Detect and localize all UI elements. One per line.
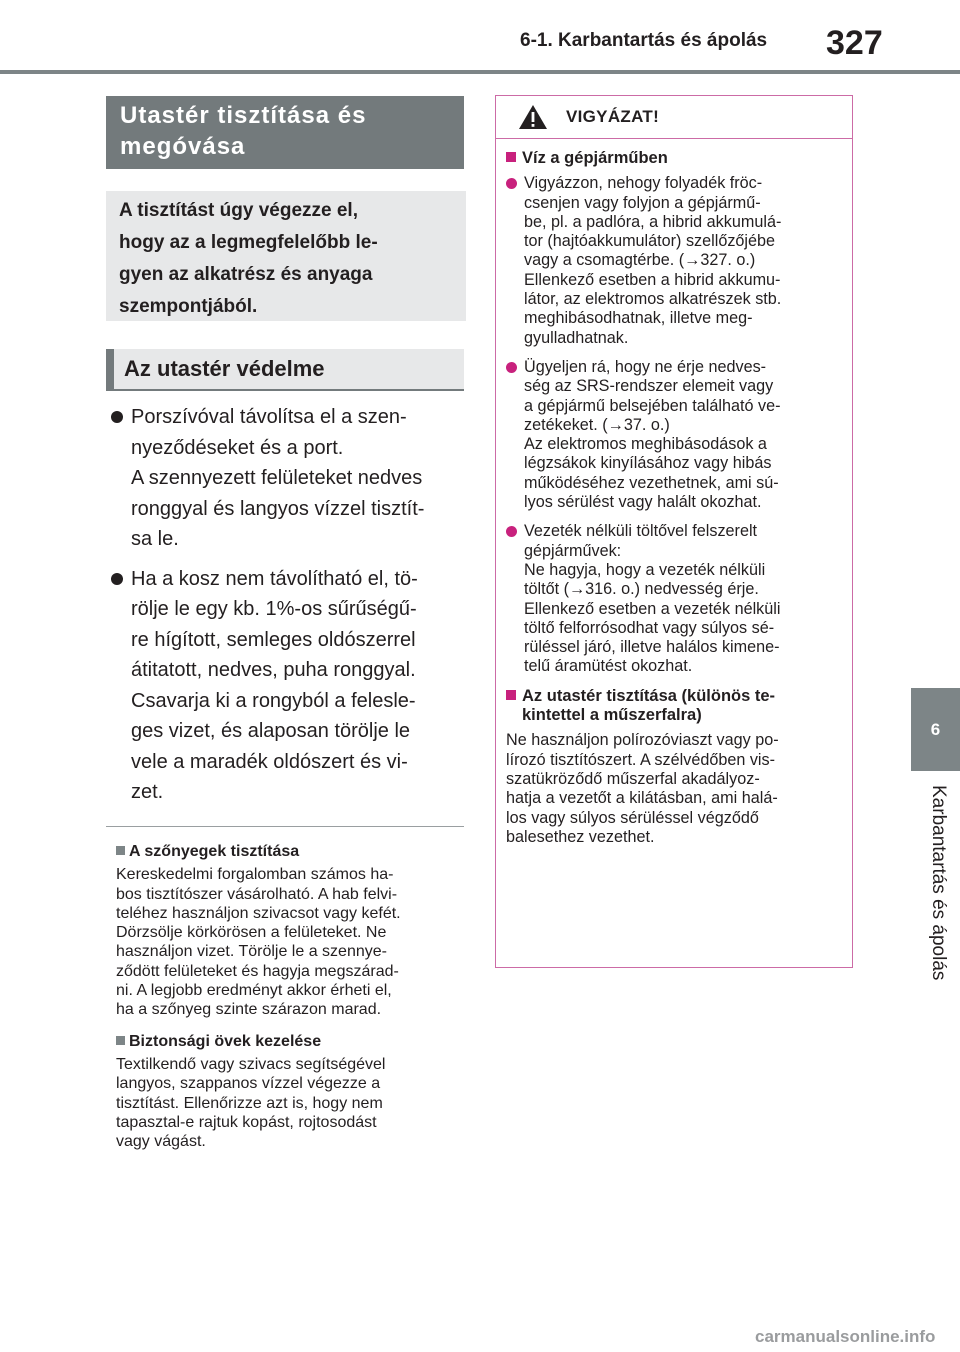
- warning-line: töltőt (→316. o.) nedvesség érje.: [524, 580, 759, 599]
- notes: [116, 834, 466, 1151]
- bullet-dot-icon: [506, 526, 517, 537]
- note-title: [116, 842, 466, 861]
- warning-line: gépjárművek:: [524, 541, 622, 560]
- note-line: bos tisztítószer vásárolható. A hab felvi-: [116, 885, 398, 903]
- bullet-line: rölje le egy kb. 1%-os sűrűségű-: [131, 598, 417, 620]
- warning-box: [495, 95, 853, 968]
- warning-section-title-text: Az utastér tisztítása (különös te-: [522, 686, 776, 705]
- intro-box: [106, 191, 466, 321]
- warning-line: csenjen vagy folyjon a gépjármű-: [524, 193, 761, 212]
- note-line: ződött felületeket és hagyja megszárad-: [116, 962, 399, 980]
- note-line: Kereskedelmi forgalomban számos ha-: [116, 866, 394, 884]
- intro-line: gyen az alkatrész és anyaga: [119, 264, 373, 285]
- warning-line: Ne használjon polírozóviaszt vagy po-: [506, 731, 779, 750]
- warning-line: a gépjármű belsejében található ve-: [524, 396, 781, 415]
- warning-line: Ellenkező esetben a vezeték nélküli: [524, 599, 781, 618]
- warning-line: zetékeket. (→37. o.): [524, 415, 670, 434]
- note-line: Textilkendő vagy szivacs segítségével: [116, 1055, 386, 1073]
- square-bullet-icon: [506, 690, 516, 700]
- note-line: ha a szőnyeg szinte szárazon marad.: [116, 1001, 382, 1019]
- warning-line: légzsákok kinyílásához vagy hibás: [524, 454, 772, 473]
- warning-line: Vezeték nélküli töltővel felszerelt: [524, 522, 758, 541]
- bullet-line: Ha a kosz nem távolítható el, tö-: [131, 567, 418, 590]
- note-line: langyos, szappanos vízzel végezze a: [116, 1075, 381, 1093]
- bullet-dot-icon: [506, 178, 517, 189]
- warning-line: Ne hagyja, hogy a vezeték nélküli: [524, 560, 766, 579]
- warning-line: telű áramütést okozhat.: [524, 657, 693, 676]
- bullet-line: ronggyal és langyos vízzel tisztít-: [131, 497, 425, 520]
- warning-section-title: [506, 687, 842, 726]
- page-number: 327: [826, 24, 883, 62]
- warning-line: Ügyeljen rá, hogy ne érje nedves-: [524, 357, 767, 376]
- bullet-list: [106, 402, 466, 817]
- note-line: tisztítást. Ellenőrizze azt is, hogy nem: [116, 1094, 383, 1112]
- note-title-text: Biztonsági övek kezelése: [129, 1032, 322, 1050]
- warning-line: működéséhez vezethetnek, ami sú-: [524, 473, 779, 492]
- square-bullet-icon: [506, 152, 516, 162]
- warning-line: Az elektromos meghibásodások a: [524, 435, 767, 454]
- bullet-line: re hígított, semleges oldószerrel: [131, 628, 416, 651]
- note-title: [116, 1032, 466, 1051]
- warning-item: [506, 522, 842, 676]
- warning-section-title: [506, 149, 842, 168]
- intro-line: A tisztítást úgy végezze el,: [119, 200, 358, 221]
- warning-line: gyulladhatnak.: [524, 328, 629, 347]
- header-section-title: 6-1. Karbantartás és ápolás: [520, 30, 768, 51]
- square-bullet-icon: [116, 846, 125, 855]
- warning-line: be, pl. a padlóra, a hibrid akkumulá-: [524, 212, 782, 231]
- chapter-tab: 6: [911, 688, 960, 771]
- warning-line: Ellenkező esetben a hibrid akkumu-: [524, 270, 781, 289]
- bullet-dot-icon: [111, 411, 123, 423]
- warning-section-title-text: kintettel a műszerfalra): [522, 706, 702, 725]
- footer-watermark: carmanualsonline.info: [755, 1327, 936, 1346]
- section-heading: [106, 96, 464, 169]
- bullet-line: Porszívóval távolítsa el a szen-: [131, 406, 407, 428]
- warning-line: töltő felforrósodhat vagy súlyos sé-: [524, 618, 775, 637]
- bullet-line: átitatott, nedves, puha ronggyal.: [131, 659, 416, 681]
- square-bullet-icon: [116, 1036, 125, 1045]
- subheading: Az utastér védelme: [106, 349, 464, 391]
- note-line: ni. A legjobb eredményt akkor érheti el,: [116, 982, 392, 1000]
- warning-line: vagy a csomagtérbe. (→327. o.): [524, 251, 756, 270]
- notes-divider: [106, 826, 464, 827]
- warning-line: hatja a vezetőt a kilátásban, ami halá-: [506, 789, 778, 808]
- warning-section-title-text: Víz a gépjárműben: [522, 149, 668, 167]
- bullet-item: [106, 564, 466, 808]
- warning-line: meghibásodhatnak, illetve meg-: [524, 309, 753, 328]
- warning-header: [496, 96, 852, 139]
- warning-line: lírozó tisztítószert. A szélvédőben vis-: [506, 750, 776, 769]
- note-line: tapasztal-e rajtuk kopást, rojtosodást: [116, 1113, 377, 1131]
- warning-line: rüléssel járó, illetve halálos kimene-: [524, 638, 780, 657]
- note-line: használjon vizet. Törölje le a szennye-: [116, 943, 387, 961]
- warning-item: [506, 358, 842, 512]
- warning-line: lyos sérülést vagy halált okozhat.: [524, 493, 762, 512]
- intro-line: szempontjából.: [119, 296, 258, 317]
- note-title-text: A szőnyegek tisztítása: [129, 843, 300, 860]
- bullet-line: vele a maradék oldószert és vi-: [131, 750, 408, 773]
- warning-line: ség az SRS-rendszer elemeit vagy: [524, 377, 774, 396]
- section-heading-line-1: Utastér tisztítása és: [120, 102, 367, 129]
- note-line: teléhez használjon szivacsot vagy kefét.: [116, 904, 401, 922]
- warning-label: VIGYÁZAT!: [566, 107, 660, 126]
- warning-line: balesethez vezethet.: [506, 827, 655, 846]
- warning-body: [496, 139, 852, 847]
- warning-line: szatükröződő műszerfal akadályoz-: [506, 769, 760, 788]
- bullet-dot-icon: [111, 573, 123, 585]
- warning-line: Vigyázzon, nehogy folyadék fröc-: [524, 174, 763, 193]
- bullet-line: zet.: [131, 781, 164, 803]
- intro-line: hogy az a legmegfelelőbb le-: [119, 232, 378, 253]
- warning-line: los vagy súlyos sérüléssel végződő: [506, 808, 759, 827]
- bullet-dot-icon: [506, 362, 517, 373]
- warning-item: [506, 174, 842, 348]
- warning-paragraph: [506, 731, 842, 847]
- bullet-line: Csavarja ki a rongyból a felesle-: [131, 689, 416, 712]
- chapter-side-title: Karbantartás és ápolás: [928, 785, 949, 981]
- bullet-line: sa le.: [131, 528, 179, 550]
- bullet-item: [106, 402, 466, 555]
- bullet-line: A szennyezett felületeket nedves: [131, 467, 423, 489]
- bullet-line: ges vizet, és alaposan törölje le: [131, 720, 411, 742]
- warning-line: tor (hajtóakkumulátor) szellőzőjébe: [524, 232, 776, 251]
- warning-triangle-icon: [518, 104, 548, 130]
- section-heading-line-2: megóvása: [120, 133, 246, 160]
- note-line: vagy vágást.: [116, 1133, 206, 1151]
- warning-line: látor, az elektromos alkatrészek stb.: [524, 290, 782, 309]
- bullet-line: nyeződéseket és a port.: [131, 436, 344, 459]
- header-rule: [0, 70, 960, 74]
- note-line: Dörzsölje körkörösen a felületeket. Ne: [116, 924, 387, 942]
